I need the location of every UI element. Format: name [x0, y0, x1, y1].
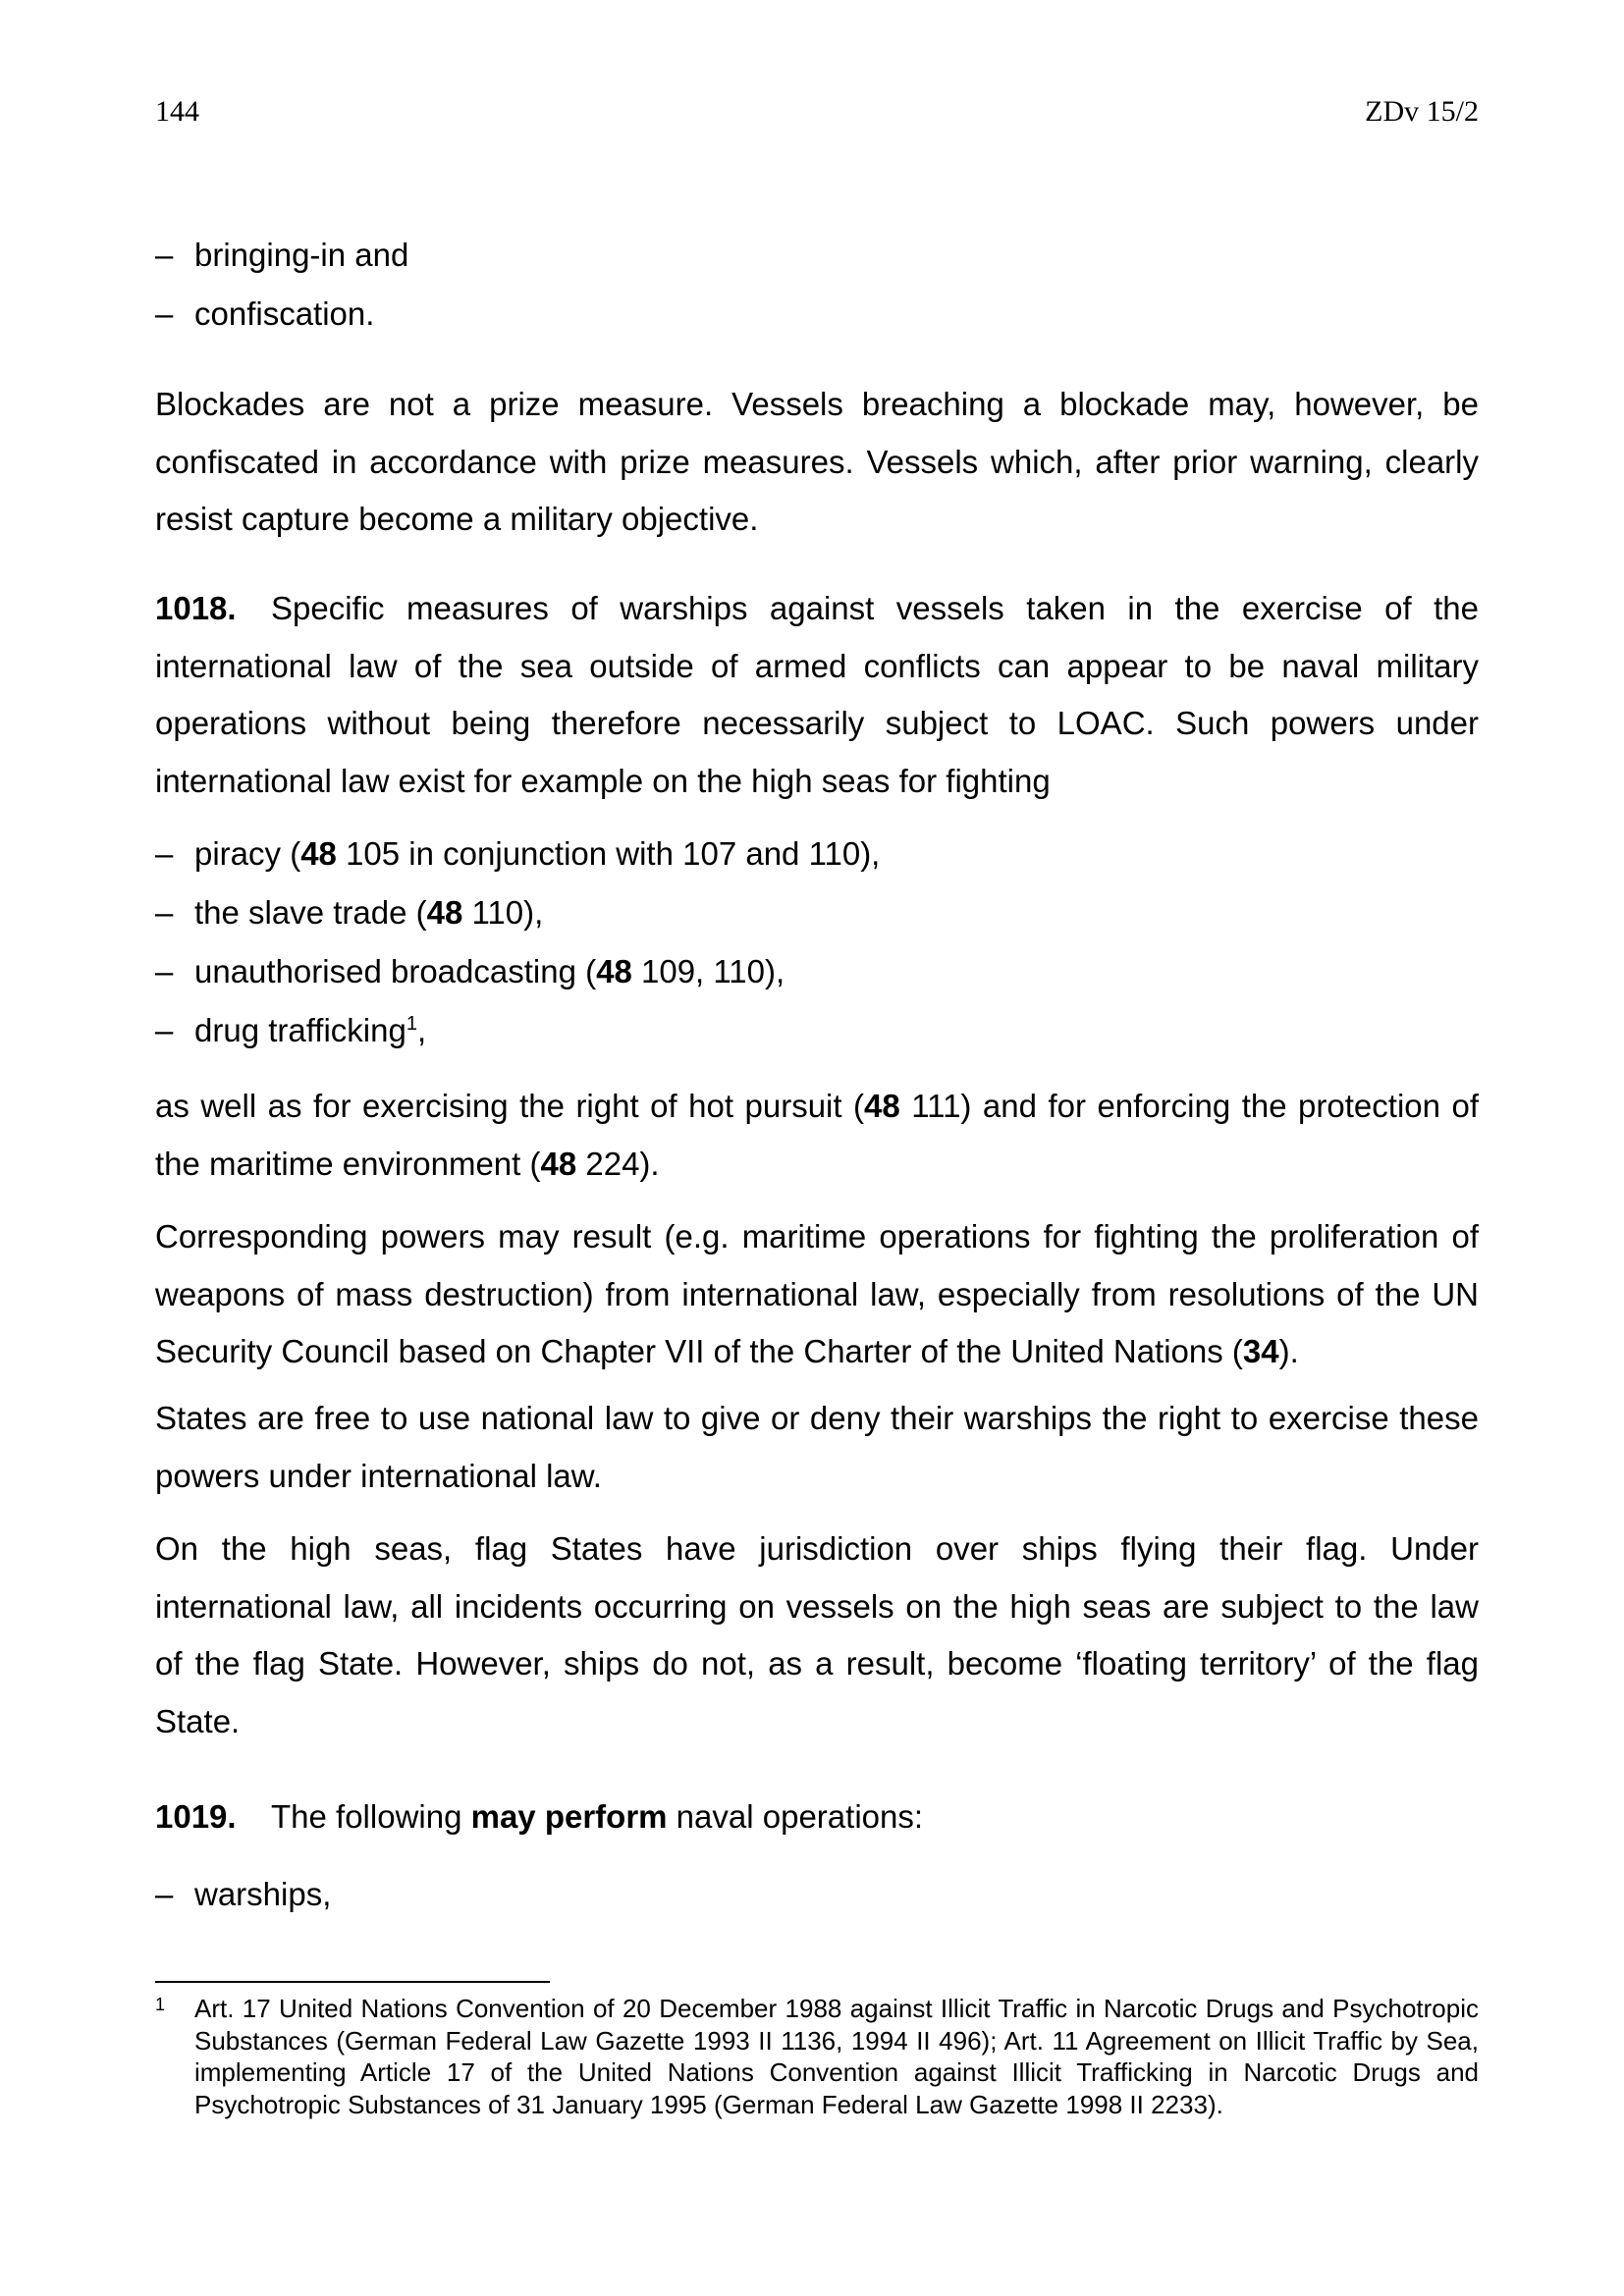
paragraph-line: powers under international law.	[155, 1457, 602, 1494]
paragraph-line: State.	[155, 1702, 241, 1739]
list-item-text	[194, 952, 785, 991]
paragraph-line: On the high seas, flag States have jurisdiction over ships flying their flag. Under	[155, 1530, 1479, 1567]
legal-reference: 48	[540, 1145, 577, 1182]
paragraph-line: weapons of mass destruction) from international law, especially from resolutions of the UN	[155, 1275, 1479, 1312]
list-dash: –	[155, 1012, 174, 1048]
footnote-text: Art. 17 United Nations Convention of 20 December 1988 against Illicit Traffic in Narcotic Drugs and Psychotropic Substances (German Federal Law Gazette 1993 II 1136, 1994 II 496); Art. 11 Agreement on Illicit Traffic by Sea, implementing Article 17 of the United Nations Convention against Illicit Trafficking in Narcotic Drugs and Psychotropic Substances of 31 January 1995 (German Federal Law Gazette 1998 II 2233).	[194, 1994, 1479, 2119]
paragraph-line	[155, 1136, 1479, 1194]
paragraph-line	[155, 1078, 1479, 1136]
list-item-text	[194, 893, 543, 933]
paragraph-line	[155, 1323, 1479, 1381]
legal-reference: 48	[426, 894, 463, 931]
section-number: 1018.	[155, 590, 237, 626]
page-number: 144	[155, 95, 199, 128]
list-item-pre: the slave trade (	[194, 894, 427, 931]
list-dash: –	[155, 953, 174, 989]
list-dash: –	[155, 894, 174, 931]
paragraph-line: international law exist for example on the high seas for fighting	[155, 762, 1051, 799]
paragraph-line: Blockades are not a prize measure. Vessels breaching a blockade may, however, be	[155, 386, 1479, 422]
paragraph-text: the maritime environment (	[155, 1145, 541, 1182]
blockade-paragraph	[155, 376, 1479, 549]
legal-reference: 34	[1242, 1333, 1279, 1369]
legal-reference: 48	[596, 953, 632, 989]
paragraph-line: operations without being therefore necessarily subject to LOAC. Such powers under	[155, 705, 1479, 741]
paragraph-line: of the flag State. However, ships do not, as a result, become ‘floating territory’ of the flag	[155, 1645, 1479, 1682]
list-item-text	[194, 834, 880, 874]
emphasis-text: may perform	[470, 1798, 668, 1835]
list-item-pre: drug trafficking	[194, 1012, 406, 1048]
list-item-post: ,	[416, 1012, 427, 1048]
list-dash: –	[155, 835, 174, 872]
paragraph-text: naval operations:	[667, 1798, 924, 1835]
paragraph-first-line	[155, 580, 1479, 638]
list-item-post: 110),	[462, 894, 544, 931]
legal-reference: 48	[864, 1088, 900, 1124]
list-item-text: bringing-in and	[194, 237, 409, 273]
legal-reference: 48	[300, 835, 337, 872]
list-item-text: confiscation.	[194, 295, 375, 332]
list-item-pre: piracy (	[194, 835, 301, 872]
list-item-post: 109, 110),	[631, 953, 785, 989]
footnote-reference: 1	[406, 1013, 417, 1035]
list-dash: –	[155, 1876, 174, 1912]
list-dash: –	[155, 295, 174, 332]
section-1018-paragraph	[155, 580, 1479, 810]
paragraph-text: as well as for exercising the right of hot pursuit (	[155, 1088, 865, 1124]
paragraph-line: international law of the sea outside of armed conflicts can appear to be naval military	[155, 647, 1479, 684]
paragraph-line: Corresponding powers may result (e.g. maritime operations for fighting the proliferation of	[155, 1218, 1479, 1255]
paragraph-text: 111) and for enforcing the protection of	[899, 1088, 1479, 1124]
paragraph-line-text: Specific measures of warships against vessels taken in the exercise of the	[271, 590, 1479, 626]
paragraph-text: 224).	[576, 1145, 660, 1182]
footnote-mark: 1	[155, 1995, 166, 2014]
document-code: ZDv 15/2	[1365, 95, 1479, 128]
section-number: 1019.	[155, 1798, 237, 1835]
paragraph-line: confiscated in accordance with prize measures. Vessels which, after prior warning, clearly	[155, 443, 1479, 480]
hot-pursuit-paragraph	[155, 1078, 1479, 1193]
list-item-post: 105 in conjunction with 107 and 110),	[336, 835, 881, 872]
section-1019-paragraph	[155, 1789, 1479, 1846]
list-item-text: warships,	[194, 1876, 332, 1912]
list-dash: –	[155, 237, 174, 273]
paragraph-text: Security Council based on Chapter VII of the Charter of the United Nations (	[155, 1333, 1243, 1369]
paragraph-line: States are free to use national law to give or deny their warships the right to exercise these	[155, 1400, 1479, 1436]
states-paragraph	[155, 1390, 1479, 1505]
paragraph-line: international law, all incidents occurring on vessels on the high seas are subject to the law	[155, 1587, 1479, 1625]
paragraph-line	[155, 1789, 1479, 1846]
paragraph-text: The following	[271, 1798, 471, 1835]
high-seas-paragraph	[155, 1521, 1479, 1750]
paragraph-text: ).	[1278, 1333, 1299, 1369]
corresponding-powers-paragraph	[155, 1208, 1479, 1381]
paragraph-line: resist capture become a military objective.	[155, 501, 759, 537]
footnote-separator	[155, 1981, 550, 1983]
list-item-pre: unauthorised broadcasting (	[194, 953, 597, 989]
list-item-text	[194, 1011, 426, 1050]
